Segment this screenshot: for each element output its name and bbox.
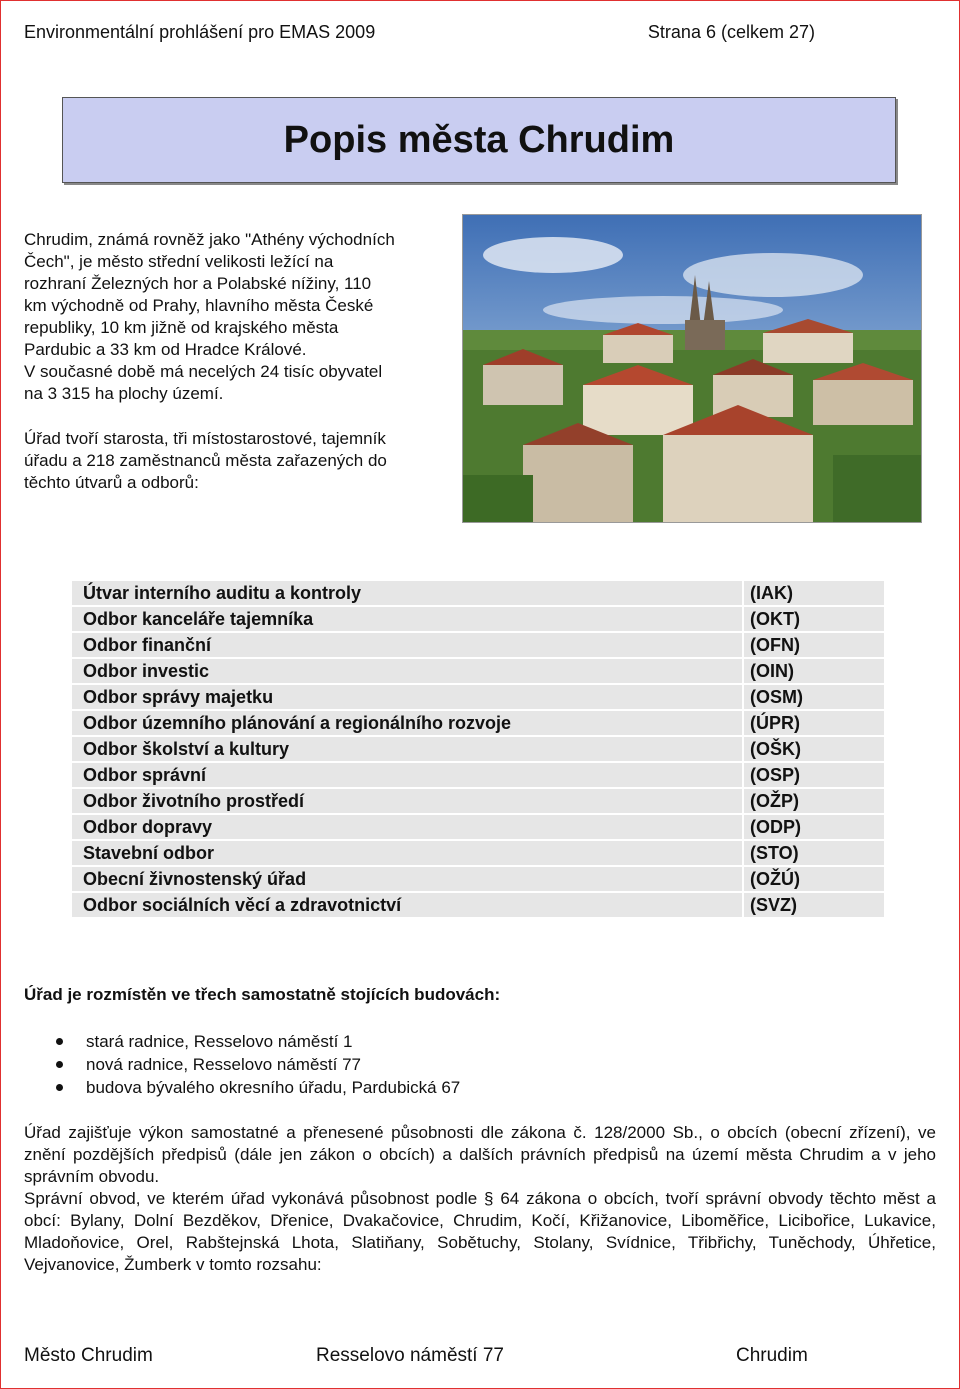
buildings-heading: Úřad je rozmístěn ve třech samostatně stojících budovách: [24, 985, 501, 1004]
table-row [72, 659, 884, 683]
table-row [72, 633, 884, 657]
department-code: (OSM) [744, 685, 884, 709]
department-name: Odbor školství a kultury [72, 737, 742, 761]
department-name: Odbor sociálních věcí a zdravotnictví [72, 893, 742, 917]
footer-center: Resselovo náměstí 77 [316, 1345, 504, 1366]
list-item: stará radnice, Resselovo náměstí 1 [56, 1030, 460, 1053]
intro-line: Pardubic a 33 km od Hradce Králové. [24, 340, 307, 359]
intro-line: republiky, 10 km jižně od krajského města [24, 318, 339, 337]
intro-line: na 3 315 ha plochy území. [24, 384, 224, 403]
department-name: Odbor životního prostředí [72, 789, 742, 813]
department-code: (OFN) [744, 633, 884, 657]
page-title: Popis města Chrudim [283, 118, 675, 161]
department-code: (OIN) [744, 659, 884, 683]
table-row [72, 763, 884, 787]
department-code: (OKT) [744, 607, 884, 631]
paragraph-district: Správní obvod, ve kterém úřad vykonává působnost podle § 64 zákona o obcích, tvoří správní obvody těchto měst a obcí: Bylany, Dolní Bezděkov, Dřenice, Dvakačovice, Chrudim, Kočí, Křižanovice, Liboměřice, Licibořice, Lukavice, Mladoňovice, Orel, Rabštejnská Lhota, Slatiňany, Sobětuchy, Stolany, Svídnice, Třibřichy, Tuněchody, Úhřetice, Vejvanovice, Žumberk v tomto rozsahu: [24, 1189, 936, 1274]
intro-line: rozhraní Železných hor a Polabské nížiny, 110 [24, 274, 372, 293]
department-code: (ODP) [744, 815, 884, 839]
footer-left: Město Chrudim [24, 1345, 153, 1366]
department-code: (OŽP) [744, 789, 884, 813]
intro-line: km východně od Prahy, hlavního města České [24, 296, 374, 315]
department-name: Odbor dopravy [72, 815, 742, 839]
department-name: Odbor kanceláře tajemníka [72, 607, 742, 631]
buildings-list [56, 1030, 460, 1099]
header-left: Environmentální prohlášení pro EMAS 2009 [24, 22, 376, 42]
table-row [72, 581, 884, 605]
list-item: budova bývalého okresního úřadu, Pardubická 67 [56, 1076, 460, 1099]
table-row [72, 867, 884, 891]
department-name: Útvar interního auditu a kontroly [72, 581, 742, 605]
list-item: nová radnice, Resselovo náměstí 77 [56, 1053, 460, 1076]
table-row [72, 607, 884, 631]
staff-text [24, 428, 454, 494]
header-right: Strana 6 (celkem 27) [647, 22, 815, 42]
table-row [72, 685, 884, 709]
department-code: (IAK) [744, 581, 884, 605]
department-code: (STO) [744, 841, 884, 865]
title-box [62, 97, 896, 183]
table-row [72, 815, 884, 839]
staff-line: Úřad tvoří starosta, tři místostarostové, tajemník [24, 429, 386, 448]
department-name: Odbor investic [72, 659, 742, 683]
footer-right: Chrudim [736, 1345, 808, 1366]
department-code: (OŠK) [744, 737, 884, 761]
paragraph-competence: Úřad zajišťuje výkon samostatné a přenesené působnosti dle zákona č. 128/2000 Sb., o obcích (obecní zřízení), ve znění pozdějších předpisů (dále jen zákon o obcích) a dalších právních předpisů na území města Chrudim a v jeho správním obvodu. [24, 1123, 936, 1186]
table-row [72, 841, 884, 865]
table-row [72, 893, 884, 917]
table-row [72, 737, 884, 761]
intro-line: V současné době má necelých 24 tisíc obyvatel [24, 362, 383, 381]
intro-text [24, 229, 454, 405]
staff-line: těchto útvarů a odborů: [24, 473, 199, 492]
table-row [72, 789, 884, 813]
department-name: Odbor správy majetku [72, 685, 742, 709]
department-code: (OSP) [744, 763, 884, 787]
department-code: (SVZ) [744, 893, 884, 917]
staff-line: úřadu a 218 zaměstnanců města zařazených do [24, 451, 387, 470]
department-name: Obecní živnostenský úřad [72, 867, 742, 891]
intro-line: Čech", je město střední velikosti ležící na [24, 252, 334, 271]
intro-line: Chrudim, známá rovněž jako "Athény východních [24, 230, 395, 249]
department-name: Stavební odbor [72, 841, 742, 865]
department-name: Odbor územního plánování a regionálního rozvoje [72, 711, 742, 735]
department-name: Odbor finanční [72, 633, 742, 657]
departments-table [72, 581, 884, 919]
table-row [72, 711, 884, 735]
city-photo [462, 214, 922, 523]
department-code: (OŽÚ) [744, 867, 884, 891]
department-code: (ÚPR) [744, 711, 884, 735]
department-name: Odbor správní [72, 763, 742, 787]
